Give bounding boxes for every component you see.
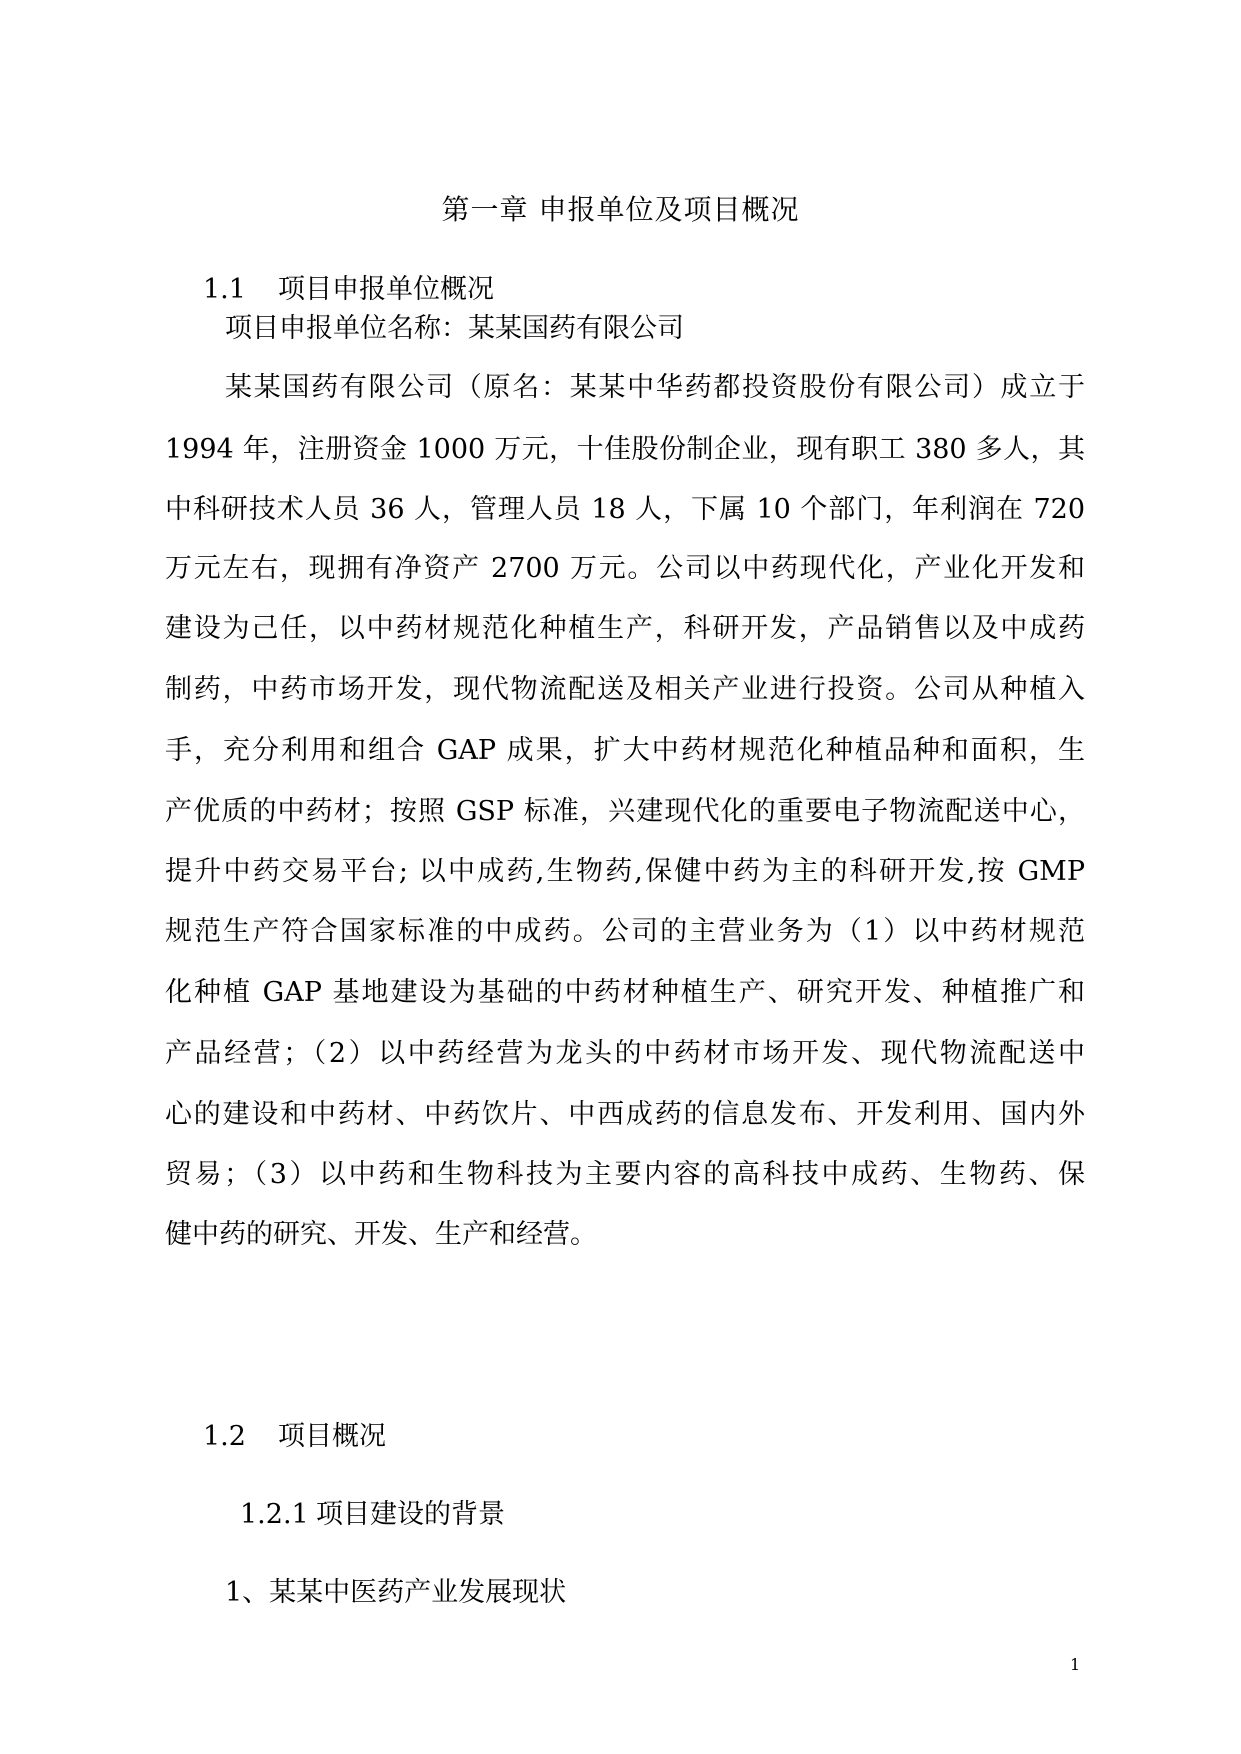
paragraph-line: 产优质的中药材；按照 GSP 标准，兴建现代化的重要电子物流配送中心， (165, 796, 1085, 827)
paragraph-line: 心的建设和中药材、中药饮片、中西成药的信息发布、开发利用、国内外 (165, 1099, 1085, 1130)
section-title: 项目概况 (278, 1421, 386, 1452)
paragraph-line: 健中药的研究、开发、生产和经营。 (165, 1219, 597, 1250)
section-title: 项目申报单位概况 (278, 274, 494, 305)
paragraph-line: 化种植 GAP 基地建设为基础的中药材种植生产、研究开发、种植推广和 (165, 977, 1085, 1008)
paragraph-line: 制药，中药市场开发，现代物流配送及相关产业进行投资。公司从种植入 (165, 674, 1085, 705)
paragraph-line: 1994 年，注册资金 1000 万元，十佳股份制企业，现有职工 380 多人，其 (165, 434, 1085, 465)
section-heading-1-1 (203, 270, 494, 310)
section-heading-1-2 (203, 1417, 386, 1457)
paragraph-line: 产品经营；（2）以中药经营为龙头的中药材市场开发、现代物流配送中 (165, 1038, 1085, 1069)
section-title: 项目建设的背景 (316, 1499, 505, 1530)
paragraph-line: 中科研技术人员 36 人，管理人员 18 人，下属 10 个部门，年利润在 720 (165, 494, 1085, 525)
chapter-title: 第一章 申报单位及项目概况 (441, 193, 800, 226)
section-number: 1.2.1 (240, 1499, 309, 1530)
paragraph-line: 万元左右，现拥有净资产 2700 万元。公司以中药现代化，产业化开发和 (165, 553, 1085, 584)
subsection-heading-1-2-1 (240, 1495, 505, 1535)
paragraph-line: 贸易；（3）以中药和生物科技为主要内容的高科技中成药、生物药、保 (165, 1159, 1085, 1190)
paragraph-line: 规范生产符合国家标准的中成药。公司的主营业务为（1）以中药材规范 (165, 916, 1085, 947)
paragraph-line: 建设为己任，以中药材规范化种植生产，科研开发，产品销售以及中成药 (165, 613, 1085, 644)
paragraph-line: 手，充分利用和组合 GAP 成果，扩大中药材规范化种植品种和面积，生 (165, 735, 1085, 766)
section-number: 1.1 (203, 274, 246, 305)
list-item-heading: 1、某某中医药产业发展现状 (225, 1577, 567, 1608)
paragraph-line: 提升中药交易平台; 以中成药,生物药,保健中药为主的科研开发,按 GMP (165, 856, 1085, 887)
section-number: 1.2 (203, 1421, 246, 1452)
paragraph-line: 某某国药有限公司（原名：某某中华药都投资股份有限公司）成立于 (225, 372, 1085, 403)
applicant-name-line: 项目申报单位名称：某某国药有限公司 (225, 313, 684, 344)
page-number: 1 (1070, 1655, 1081, 1674)
